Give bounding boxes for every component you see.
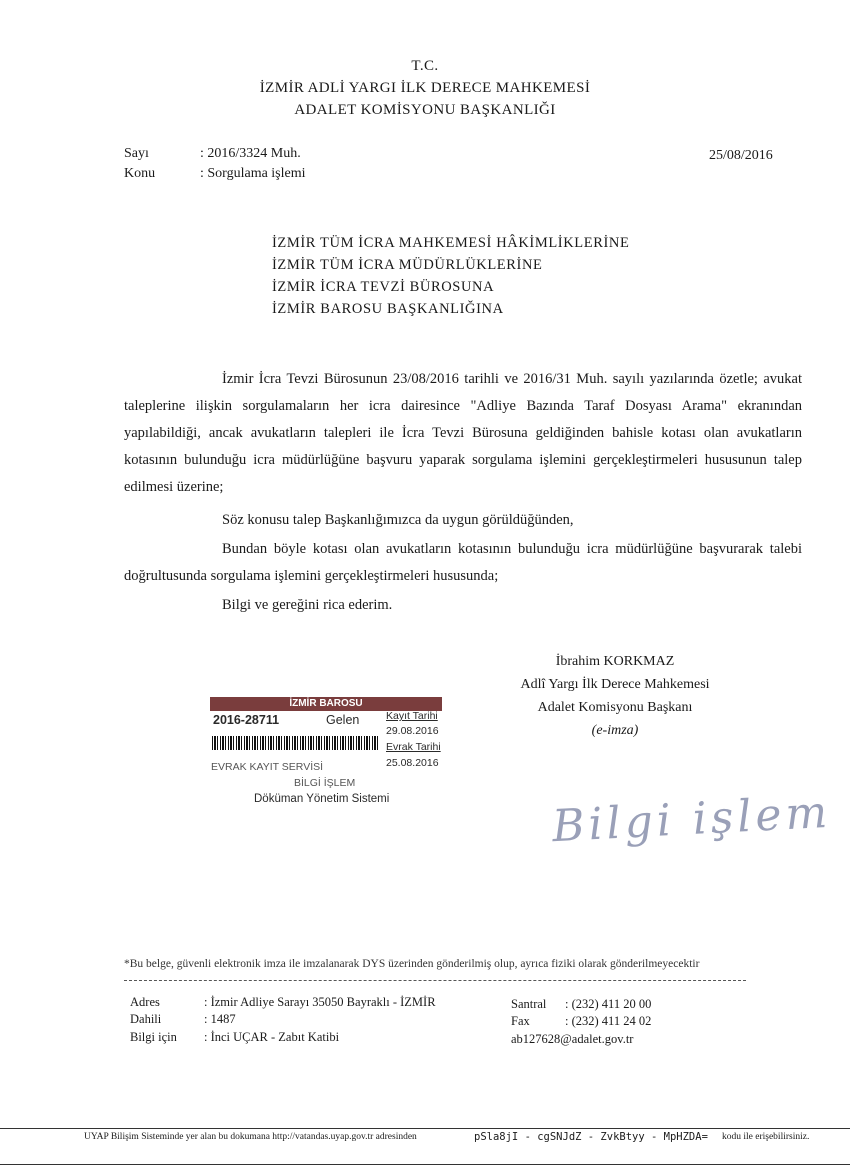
barcode <box>212 736 380 750</box>
stamp-evrak-date: 25.08.2016 <box>386 757 439 769</box>
signatory-title-2: Adalet Komisyonu Başkanı <box>537 700 693 715</box>
stamp-number: 2016-28711 <box>213 713 280 727</box>
dahili-label: Dahili <box>130 1012 162 1026</box>
adres-label: Adres <box>130 995 160 1009</box>
stamp-org: İZMİR BAROSU <box>210 697 442 711</box>
footer-divider <box>124 980 746 981</box>
header-tc: T.C. <box>411 58 439 74</box>
bilgi-value: : İnci UÇAR - Zabıt Katibi <box>204 1030 340 1044</box>
addressee-line: İZMİR İCRA TEVZİ BÜROSUNA <box>272 279 495 295</box>
header-court: İZMİR ADLİ YARGI İLK DERECE MAHKEMESİ <box>259 80 591 96</box>
bottom-rule-top <box>0 1128 850 1129</box>
bilgi-label: Bilgi için <box>130 1030 177 1044</box>
body-paragraph-2: Söz konusu talep Başkanlığımızca da uygun görüldüğünden, <box>222 512 574 528</box>
bottom-rule-bottom <box>0 1164 850 1165</box>
santral-value: : (232) 411 20 00 <box>565 997 652 1011</box>
header-commission: ADALET KOMİSYONU BAŞKANLIĞI <box>294 102 556 118</box>
body-paragraph-1: İzmir İcra Tevzi Bürosunun 23/08/2016 tarihli ve 2016/31 Muh. sayılı yazılarında özetle; avukat taleplerine ilişkin sorgulamaların her icra dairesince "Adliye Bazında Taraf Dosyası Arama" ekranından yapılabildiği, ancak avukatların talepleri ile İcra Tevzi Bürosuna geldiğinden bahisle kotası olan avukatların kotasının bulunduğu icra müdürlüğüne başvuru yaparak sorgulama işlemini gerçekleştirmeleri hususunun talep edilmesi üzerine; <box>124 371 802 495</box>
fax-value: : (232) 411 24 02 <box>565 1014 652 1028</box>
addressee-line: İZMİR TÜM İCRA MAHKEMESİ HÂKİMLİKLERİNE <box>272 235 630 251</box>
document-date: 25/08/2016 <box>709 148 773 163</box>
stamp-service: EVRAK KAYIT SERVİSİ <box>211 761 324 773</box>
addressee-line: İZMİR BAROSU BAŞKANLIĞINA <box>272 301 504 317</box>
konu-value: : Sorgulama işlemi <box>200 166 306 181</box>
registry-stamp <box>206 697 446 815</box>
stamp-kayit-label: Kayıt Tarihi <box>386 710 438 722</box>
stamp-direction: Gelen <box>326 713 360 727</box>
stamp-evrak-label: Evrak Tarihi <box>386 741 441 753</box>
body-paragraph-3: Bundan böyle kotası olan avukatların kotasının bulunduğu icra müdürlüğüne başvurarak talebi doğrultusunda sorgulama işlemini gerçekleştirmeleri hususunda; <box>124 541 802 584</box>
konu-label: Konu <box>124 166 156 181</box>
stamp-kayit-date: 29.08.2016 <box>386 725 439 737</box>
fax-label: Fax <box>511 1014 530 1028</box>
e-signature-note: (e-imza) <box>591 723 639 738</box>
handwritten-note: Bilgi işlem <box>550 786 833 853</box>
footer-notice: *Bu belge, güvenli elektronik imza ile imzalanarak DYS üzerinden gönderilmiş olup, ayrıca fiziki olarak gönderilmeyecektir <box>124 958 700 970</box>
stamp-bilgi-islem: BİLGİ İŞLEM <box>294 777 356 789</box>
uyap-prefix: UYAP Bilişim Sisteminde yer alan bu dokumana http://vatandas.uyap.gov.tr adresinden <box>84 1132 417 1142</box>
body-paragraph-4: Bilgi ve gereğini rica ederim. <box>222 597 393 613</box>
signatory-name: İbrahim KORKMAZ <box>555 654 675 669</box>
addressee-line: İZMİR TÜM İCRA MÜDÜRLÜKLERİNE <box>272 257 543 273</box>
adres-value: : İzmir Adliye Sarayı 35050 Bayraklı - İZMİR <box>204 995 436 1009</box>
dahili-value: : 1487 <box>204 1012 236 1026</box>
uyap-code: pSla8jI - cgSNJdZ - ZvkBtyy - MpHZDA= <box>474 1131 708 1143</box>
email-address: ab127628@adalet.gov.tr <box>511 1032 634 1046</box>
stamp-system: Döküman Yönetim Sistemi <box>254 793 390 805</box>
signatory-title-1: Adlî Yargı İlk Derece Mahkemesi <box>520 677 710 692</box>
sayi-label: Sayı <box>124 146 149 161</box>
santral-label: Santral <box>511 997 547 1011</box>
uyap-suffix: kodu ile erişebilirsiniz. <box>722 1132 810 1142</box>
sayi-value: : 2016/3324 Muh. <box>200 146 301 161</box>
